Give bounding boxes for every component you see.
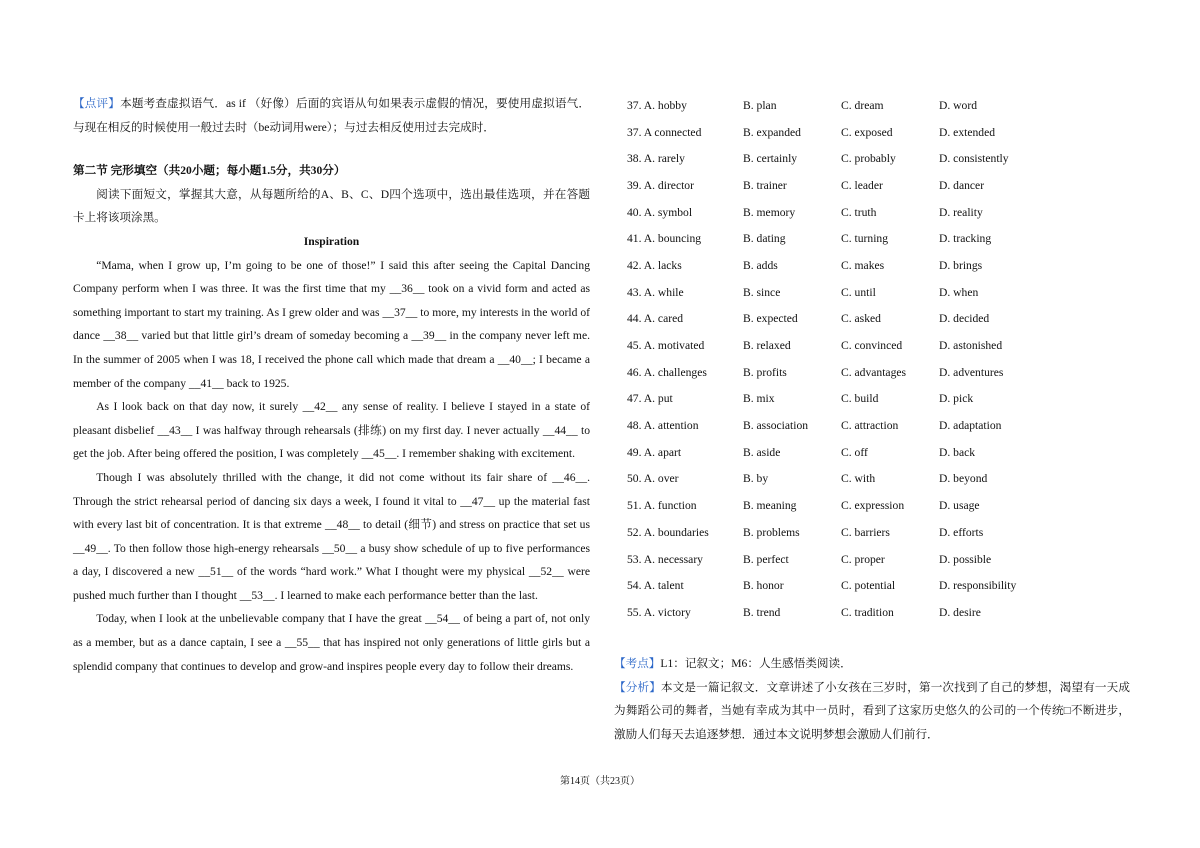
key-point	[614, 652, 1130, 676]
option-c: C. asked	[841, 312, 881, 326]
option-b: B. expanded	[743, 125, 801, 139]
key-point-tag: 【考点】	[614, 657, 661, 670]
option-d: D. possible	[939, 552, 992, 566]
option-d: D. responsibility	[939, 579, 1017, 593]
option-d: D. adaptation	[939, 419, 1002, 433]
comment-paragraph	[73, 92, 590, 139]
option-row	[627, 546, 1147, 573]
option-row	[627, 145, 1147, 172]
option-row	[627, 252, 1147, 279]
option-d: D. efforts	[939, 525, 984, 539]
instructions: 阅读下面短文，掌握其大意，从每题所给的A、B、C、D四个选项中，选出最佳选项，并在答题卡上将该项涂黑。	[73, 187, 590, 225]
option-b: B. since	[743, 285, 781, 299]
option-c: C. barriers	[841, 525, 890, 539]
option-b: B. profits	[743, 365, 787, 379]
option-c: C. exposed	[841, 125, 893, 139]
option-c: C. dream	[841, 98, 884, 112]
option-c: C. turning	[841, 232, 889, 246]
option-row	[627, 359, 1147, 386]
option-row	[627, 332, 1147, 359]
option-a: 45. A. motivated	[627, 339, 705, 353]
page-footer: 第14页（共23页）	[560, 776, 640, 787]
analysis-paragraph	[614, 676, 1130, 747]
option-row	[627, 279, 1147, 306]
option-c: C. truth	[841, 205, 877, 219]
option-b: B. aside	[743, 445, 781, 459]
option-a: 37. A. hobby	[627, 98, 687, 112]
option-b: B. adds	[743, 258, 778, 272]
option-a: 51. A. function	[627, 499, 697, 513]
option-b: B. by	[743, 472, 769, 486]
options-list	[627, 92, 1147, 626]
option-d: D. brings	[939, 258, 983, 272]
option-row	[627, 599, 1147, 626]
option-a: 52. A. boundaries	[627, 525, 709, 539]
option-row	[627, 119, 1147, 146]
option-c: C. with	[841, 472, 876, 486]
passage-paragraph: Today, when I look at the unbelievable company that I have the great __54__ of being a part of, not only as a member, but as a dance captain, I see a __55__ that has inspired not only generations of little girls but a splendid company that continues to develop and grow-and inspires people every day to follow their dreams.	[73, 612, 590, 673]
option-row	[627, 412, 1147, 439]
option-d: D. back	[939, 445, 976, 459]
comment-text: 本题考查虚拟语气．as if （好像）后面的宾语从句如果表示虚假的情况，要使用虚拟语气．与现在相反的时候使用一般过去时（be动词用were）；与过去相反使用过去完成时．	[73, 97, 590, 134]
option-a: 46. A. challenges	[627, 365, 707, 379]
option-d: D. astonished	[939, 339, 1003, 353]
option-d: D. extended	[939, 125, 996, 139]
option-row	[627, 225, 1147, 252]
option-d: D. tracking	[939, 232, 992, 246]
option-b: B. plan	[743, 98, 777, 112]
left-column	[73, 92, 590, 678]
section-title: 第二节 完形填空（共20小题；每小题1.5分，共30分）	[73, 164, 346, 178]
key-point-text: L1：记叙文；M6：人生感悟类阅读．	[660, 657, 852, 670]
option-b: B. relaxed	[743, 339, 791, 353]
option-d: D. usage	[939, 499, 980, 513]
option-b: B. honor	[743, 579, 784, 593]
option-a: 47. A. put	[627, 392, 673, 406]
passage-paragraph: “Mama, when I grow up, I’m going to be one of those!” I said this after seeing the Capital Dancing Company perform when I was three. It was the first time that my __36__ took on a vivid form and acted as something important to start my training. As I grew older and was __37__ to more, my interests in the world of dance __38__ varied but that little girl’s dream of someday becoming a __39__ in the company never left me. In the summer of 2005 when I was 18, I received the phone call which made that dream a __40__; I became a member of the company __41__ back to 1925.	[73, 258, 590, 390]
option-c: C. attraction	[841, 419, 899, 433]
analysis-text: 本文是一篇记叙文．文章讲述了小女孩在三岁时，第一次找到了自己的梦想，渴望有一天成为舞蹈公司的舞者，当她有幸成为其中一员时，看到了这家历史悠久的公司的一个传统□不断进步，激励人们每天去追逐梦想．通过本文说明梦想会激励人们前行．	[614, 680, 1130, 741]
option-a: 37. A connected	[627, 125, 702, 139]
option-a: 40. A. symbol	[627, 205, 693, 219]
option-b: B. expected	[743, 312, 798, 326]
option-b: B. perfect	[743, 552, 789, 566]
option-d: D. dancer	[939, 178, 985, 192]
option-c: C. expression	[841, 499, 905, 513]
option-c: C. proper	[841, 552, 885, 566]
option-d: D. word	[939, 98, 977, 112]
passage-title: Inspiration	[303, 234, 360, 248]
option-d: D. reality	[939, 205, 983, 219]
option-c: C. until	[841, 285, 876, 299]
option-a: 49. A. apart	[627, 445, 682, 459]
option-b: B. dating	[743, 232, 786, 246]
option-row	[627, 386, 1147, 413]
option-row	[627, 492, 1147, 519]
option-c: C. tradition	[841, 605, 894, 619]
option-a: 48. A. attention	[627, 419, 699, 433]
option-row	[627, 572, 1147, 599]
option-b: B. trainer	[743, 178, 787, 192]
option-a: 38. A. rarely	[627, 152, 685, 166]
option-d: D. pick	[939, 392, 974, 406]
passage-paragraph: As I look back on that day now, it surely __42__ any sense of reality. I believe I stayed in a state of pleasant disbelief __43__ I was halfway through rehearsals (排练) on my first day. I never actually __44__ to get the job. After being offered the position, I was completely __45__. I remember shaking with excitement.	[73, 400, 590, 461]
option-row	[627, 92, 1147, 119]
option-c: C. makes	[841, 258, 885, 272]
option-c: C. probably	[841, 152, 896, 166]
option-d: D. decided	[939, 312, 990, 326]
option-a: 55. A. victory	[627, 605, 691, 619]
option-c: C. off	[841, 445, 868, 459]
option-c: C. advantages	[841, 365, 907, 379]
option-b: B. trend	[743, 605, 781, 619]
option-d: D. beyond	[939, 472, 988, 486]
option-d: D. adventures	[939, 365, 1004, 379]
option-row	[627, 439, 1147, 466]
option-c: C. leader	[841, 178, 883, 192]
passage-paragraph: Though I was absolutely thrilled with the change, it did not come without its fair share of __46__. Through the strict rehearsal period of dancing six days a week, I found it vital to __47__ up the material fast with every last bit of concentration. It is that extreme __48__ to detail (细节) and stress on practice that set us __49__. To then follow those high-energy rehearsals __50__ a busy show schedule of up to five performances a day, I discovered a new __51__ of the words “hard work.” What I thought were my physical __52__ were pushed much further than I thought __53__. I learned to make each performance better than the last.	[73, 470, 590, 602]
option-c: C. build	[841, 392, 879, 406]
option-b: B. problems	[743, 525, 800, 539]
option-c: C. convinced	[841, 339, 903, 353]
option-b: B. memory	[743, 205, 796, 219]
analysis-tag: 【分析】	[614, 680, 661, 694]
option-a: 50. A. over	[627, 472, 679, 486]
option-a: 41. A. bouncing	[627, 232, 702, 246]
option-row	[627, 306, 1147, 333]
option-a: 54. A. talent	[627, 579, 684, 593]
option-row	[627, 199, 1147, 226]
option-b: B. mix	[743, 392, 775, 406]
option-d: D. consistently	[939, 152, 1009, 166]
option-a: 39. A. director	[627, 178, 694, 192]
option-a: 42. A. lacks	[627, 258, 682, 272]
option-row	[627, 172, 1147, 199]
option-d: D. desire	[939, 605, 981, 619]
option-a: 53. A. necessary	[627, 552, 703, 566]
option-c: C. potential	[841, 579, 896, 593]
comment-tag: 【点评】	[73, 97, 121, 110]
option-row	[627, 466, 1147, 493]
option-a: 44. A. cared	[627, 312, 684, 326]
option-a: 43. A. while	[627, 285, 684, 299]
option-b: B. meaning	[743, 499, 797, 513]
option-b: B. certainly	[743, 152, 798, 166]
option-d: D. when	[939, 285, 979, 299]
option-b: B. association	[743, 419, 809, 433]
analysis-section	[614, 652, 1130, 746]
option-row	[627, 519, 1147, 546]
